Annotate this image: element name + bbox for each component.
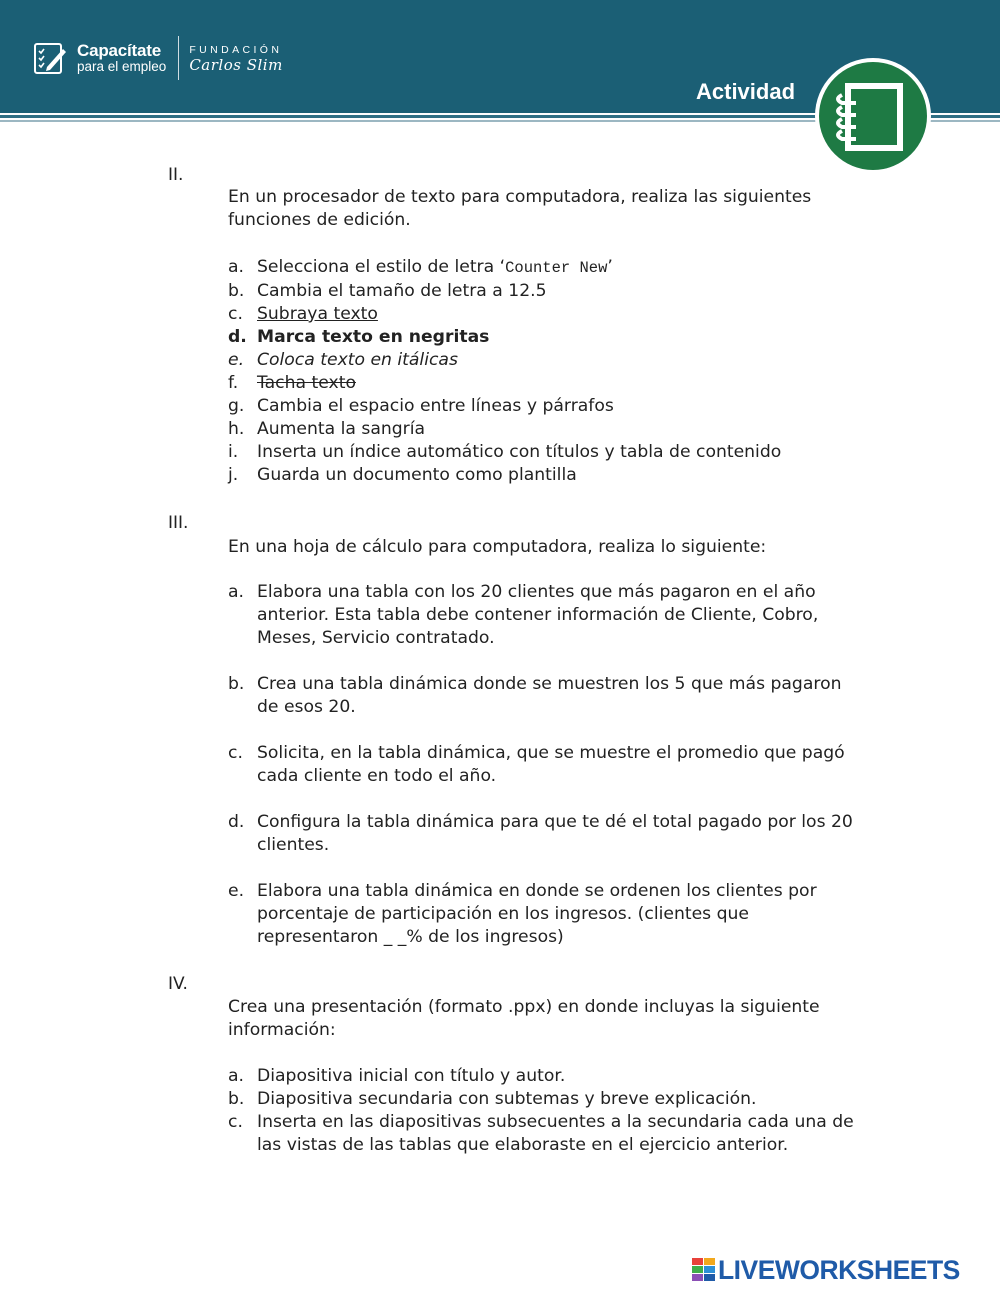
- presentation-tasks-list: [228, 1065, 868, 1157]
- item-text: Inserta en las diapositivas subsecuentes a la secundaria cada una de las vistas de las tablas que elaboraste en el ejercicio anterior.: [257, 1112, 854, 1155]
- list-item: [228, 1111, 868, 1157]
- brand-name: Capacítate: [77, 41, 161, 60]
- item-label: a.: [228, 1066, 244, 1086]
- item-label: a.: [228, 582, 244, 602]
- item-text-pre: Selecciona el estilo de letra ‘: [257, 257, 506, 277]
- item-text: Aumenta la sangría: [257, 419, 426, 439]
- item-label: f.: [228, 373, 239, 393]
- spreadsheet-tasks-list: [228, 811, 868, 857]
- list-item: [228, 1088, 868, 1111]
- list-item: [228, 673, 868, 719]
- notebook-icon: [814, 57, 932, 175]
- item-text: Diapositiva secundaria con subtemas y breve explicación.: [257, 1089, 757, 1109]
- liveworksheets-logo-icon: [692, 1258, 716, 1282]
- item-text-underlined: Subraya texto: [257, 304, 378, 324]
- list-item: [228, 303, 868, 326]
- header-logo: [33, 38, 283, 78]
- activity-title: Actividad: [696, 79, 796, 104]
- list-item: [228, 811, 868, 857]
- list-item: [228, 581, 868, 650]
- item-text: Guarda un documento como plantilla: [257, 465, 577, 485]
- list-item: [228, 256, 868, 280]
- section-number: IV.: [168, 974, 188, 994]
- list-item: [228, 1065, 868, 1088]
- item-label: e.: [228, 881, 245, 901]
- item-text: Configura la tabla dinámica para que te dé el total pagado por los 20 clientes.: [257, 812, 853, 855]
- item-label: a.: [228, 257, 244, 277]
- item-text: Diapositiva inicial con título y autor.: [257, 1066, 566, 1086]
- list-item: [228, 395, 868, 418]
- item-label: b.: [228, 674, 245, 694]
- item-label: c.: [228, 743, 243, 763]
- section-number: II.: [168, 165, 184, 185]
- list-item: [228, 441, 868, 464]
- item-text: Crea una tabla dinámica donde se muestren los 5 que más pagaron de esos 20.: [257, 674, 842, 717]
- list-item: [228, 326, 868, 349]
- item-text-font-name: Counter New: [505, 259, 608, 277]
- item-text-post: ’: [607, 257, 613, 277]
- item-label: d.: [228, 327, 247, 347]
- section-intro: En una hoja de cálculo para computadora, realiza lo siguiente:: [228, 537, 767, 557]
- list-item: [228, 742, 868, 788]
- brand-subtitle: para el empleo: [77, 59, 167, 74]
- liveworksheets-watermark: [692, 1256, 960, 1284]
- spreadsheet-tasks-list: [228, 742, 868, 788]
- list-item: [228, 880, 868, 949]
- foundation-name: Carlos Slim: [189, 55, 283, 74]
- list-item: [228, 280, 868, 303]
- list-item: [228, 464, 868, 487]
- item-label: j.: [228, 465, 239, 485]
- editing-tasks-list: [228, 256, 868, 487]
- item-text: Cambia el espacio entre líneas y párrafos: [257, 396, 614, 416]
- item-label: c.: [228, 1112, 243, 1132]
- spreadsheet-tasks-list: [228, 673, 868, 719]
- item-label: h.: [228, 419, 245, 439]
- item-label: b.: [228, 281, 245, 301]
- list-item: [228, 349, 868, 372]
- item-text: Elabora una tabla dinámica en donde se ordenen los clientes por porcentaje de participación en los ingresos. (clientes que representaron _ _% de los ingresos): [257, 881, 817, 947]
- checklist-icon: [33, 41, 69, 75]
- foundation-logo: [189, 44, 282, 73]
- foundation-label: FUNDACIÓN: [189, 43, 283, 56]
- item-text: Solicita, en la tabla dinámica, que se muestre el promedio que pagó cada cliente en todo el año.: [257, 743, 845, 786]
- item-label: c.: [228, 304, 243, 324]
- item-text: Inserta un índice automático con títulos y tabla de contenido: [257, 442, 782, 462]
- item-label: d.: [228, 812, 245, 832]
- item-label: e.: [228, 350, 245, 370]
- item-text-bold: Marca texto en negritas: [257, 327, 490, 347]
- spreadsheet-tasks-list: [228, 581, 868, 650]
- item-text-strikethrough: Tacha texto: [257, 373, 356, 393]
- logo-divider: [178, 36, 179, 80]
- brand-text: [77, 42, 166, 74]
- list-item: [228, 372, 868, 395]
- list-item: [228, 418, 868, 441]
- spreadsheet-tasks-list: [228, 880, 868, 949]
- item-label: b.: [228, 1089, 245, 1109]
- section-number: III.: [168, 513, 189, 533]
- section-intro: En un procesador de texto para computadora, realiza las siguientes funciones de edición.: [228, 187, 812, 230]
- watermark-text: LIVEWORKSHEETS: [718, 1254, 960, 1285]
- item-label: i.: [228, 442, 239, 462]
- item-text: Elabora una tabla con los 20 clientes que más pagaron en el año anterior. Esta tabla debe contener información de Cliente, Cobro, Meses, Servicio contratado.: [257, 582, 819, 648]
- item-label: g.: [228, 396, 245, 416]
- section-intro: Crea una presentación (formato .ppx) en donde incluyas la siguiente información:: [228, 997, 820, 1040]
- item-text-italic: Coloca texto en itálicas: [257, 350, 458, 370]
- item-text: Cambia el tamaño de letra a 12.5: [257, 281, 547, 301]
